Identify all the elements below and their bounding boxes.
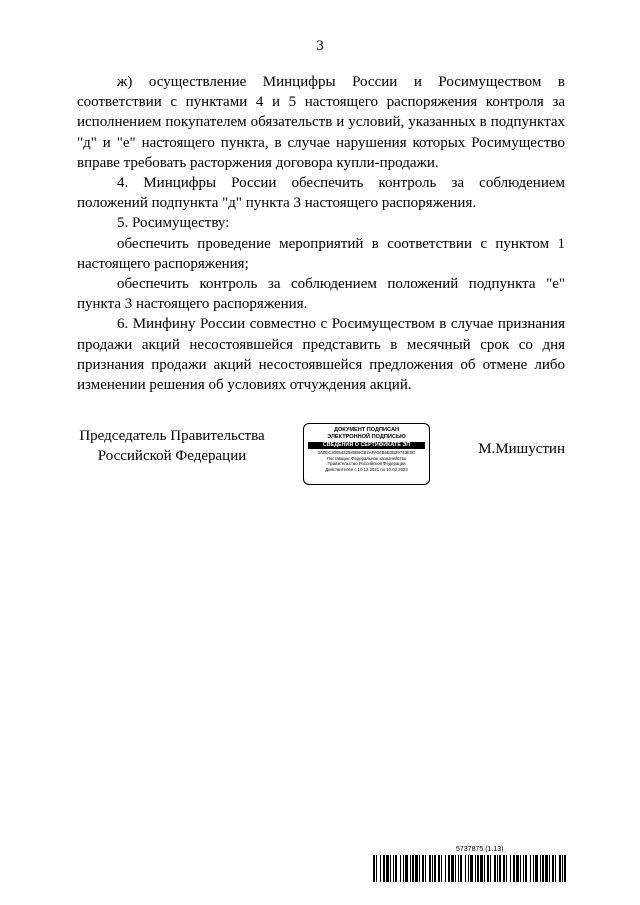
barcode-bar xyxy=(513,855,515,882)
barcode-bar xyxy=(451,855,454,882)
stamp-owner: Правительство Российской Федерации xyxy=(327,461,406,467)
stamp-header-line-2: ЭЛЕКТРОННОЙ ПОДПИСЬЮ xyxy=(327,434,406,440)
barcode-bar xyxy=(497,855,498,882)
barcode-bar xyxy=(562,855,563,882)
signatory-title-line-1: Председатель Правительства xyxy=(79,428,265,444)
barcode-bar xyxy=(480,855,483,882)
page-number: 3 xyxy=(316,38,324,54)
paragraph-6: 6. Минфину России совместно с Росимуществом в случае признания продажи акций несостоявшейся представить в месячный срок со дня признания продажи акций несостоявшейся предложения об отмене либо изменении решения об условиях отчуждения акций. xyxy=(77,316,565,394)
barcode-bar xyxy=(448,855,450,882)
barcode-bar xyxy=(429,855,431,882)
barcode-bar xyxy=(458,855,459,882)
barcode-bar xyxy=(422,855,424,882)
signatory-title xyxy=(77,426,267,466)
barcode-bar xyxy=(516,855,519,882)
barcode-bar xyxy=(523,855,524,882)
barcode-bar xyxy=(542,855,544,882)
barcode-bar xyxy=(412,855,414,882)
barcode-bar xyxy=(535,855,538,882)
barcode-bar xyxy=(470,855,473,882)
barcode-bar xyxy=(499,855,501,882)
barcode-bar xyxy=(477,855,479,882)
barcode-bar xyxy=(564,855,566,882)
barcode-bar xyxy=(503,855,505,882)
barcode-bar xyxy=(559,855,561,882)
document-body xyxy=(77,72,565,395)
barcode-bar xyxy=(393,855,394,882)
stamp-certificate-label: СВЕДЕНИЯ О СЕРТИФИКАТЕ ЭП xyxy=(308,442,425,449)
barcode-bar xyxy=(525,855,527,882)
stamp-header xyxy=(304,427,429,441)
barcode-bar xyxy=(487,855,489,882)
barcode-bar xyxy=(506,855,507,882)
barcode-bar xyxy=(475,855,476,882)
document-code: 5737875 (1.13) xyxy=(456,846,504,853)
barcode-bar xyxy=(549,855,550,882)
barcode-bar xyxy=(376,855,377,882)
barcode-bar xyxy=(434,855,436,882)
barcode-bar xyxy=(383,855,385,882)
barcode-bar xyxy=(415,855,418,882)
paragraph-zh: ж) осуществление Минцифры России и Росимуществом в соответствии с пунктами 4 и 5 настоящего распоряжения контроля за исполнением покупателем обязательств и условий, указанных в подпунктах "д" и "е" настоящего пункта, в случае нарушения которых Росимущество вправе требовать расторжения договора купли-продажи. xyxy=(77,74,565,171)
barcode-bar xyxy=(530,855,531,882)
signatory-title-line-2: Российской Федерации xyxy=(97,448,247,464)
barcode-bar xyxy=(438,855,440,882)
barcode-bar xyxy=(373,855,375,882)
barcode-bar xyxy=(484,855,485,882)
barcode-bar xyxy=(432,855,433,882)
barcode-bar xyxy=(403,855,404,882)
barcode-bar xyxy=(405,855,408,882)
barcode-bar xyxy=(555,855,556,882)
barcode-bar xyxy=(455,855,456,882)
barcode-bar xyxy=(520,855,521,882)
barcode-bar xyxy=(445,855,446,882)
barcode-bar xyxy=(380,855,381,882)
barcode-bar xyxy=(395,855,397,882)
barcode-bar xyxy=(468,855,469,882)
barcode-bar xyxy=(425,855,426,882)
barcode-bar xyxy=(545,855,548,882)
barcode-bar xyxy=(533,855,534,882)
barcode xyxy=(373,855,568,882)
electronic-signature-stamp xyxy=(303,423,430,485)
stamp-supplier: Поставщик: Федеральное казначейство xyxy=(326,455,407,461)
barcode-bar xyxy=(400,855,401,882)
paragraph-5-item-2: обеспечить контроль за соблюдением положений подпункта "е" пункта 3 настоящего распоряжения. xyxy=(77,276,565,313)
stamp-header-line-1: ДОКУМЕНТ ПОДПИСАН xyxy=(333,427,400,433)
paragraph-5-item-1: обеспечить проведение мероприятий в соответствии с пунктом 1 настоящего распоряжения; xyxy=(77,235,565,272)
barcode-bar xyxy=(540,855,541,882)
barcode-bar xyxy=(419,855,420,882)
barcode-bar xyxy=(390,855,391,882)
stamp-serial: 3A0EC3005432580B6CB2AFA34B6B2B29743E0D xyxy=(317,450,416,455)
barcode-bar xyxy=(410,855,411,882)
paragraph-4: 4. Минцифры России обеспечить контроль за соблюдением положений подпункта "д" пункта 3 настоящего распоряжения. xyxy=(77,175,565,212)
barcode-bar xyxy=(490,855,491,882)
barcode-bar xyxy=(386,855,389,882)
stamp-validity: Действителен с 10.12.2021 по 10.03.2023 xyxy=(325,466,408,472)
paragraph-5: 5. Росимуществу: xyxy=(117,215,230,232)
barcode-bar xyxy=(552,855,554,882)
barcode-bar xyxy=(465,855,466,882)
barcode-bar xyxy=(494,855,496,882)
barcode-bar xyxy=(460,855,462,882)
barcode-bar xyxy=(510,855,511,882)
barcode-bar xyxy=(441,855,442,882)
signatory-name: М.Мишустин xyxy=(478,441,565,457)
